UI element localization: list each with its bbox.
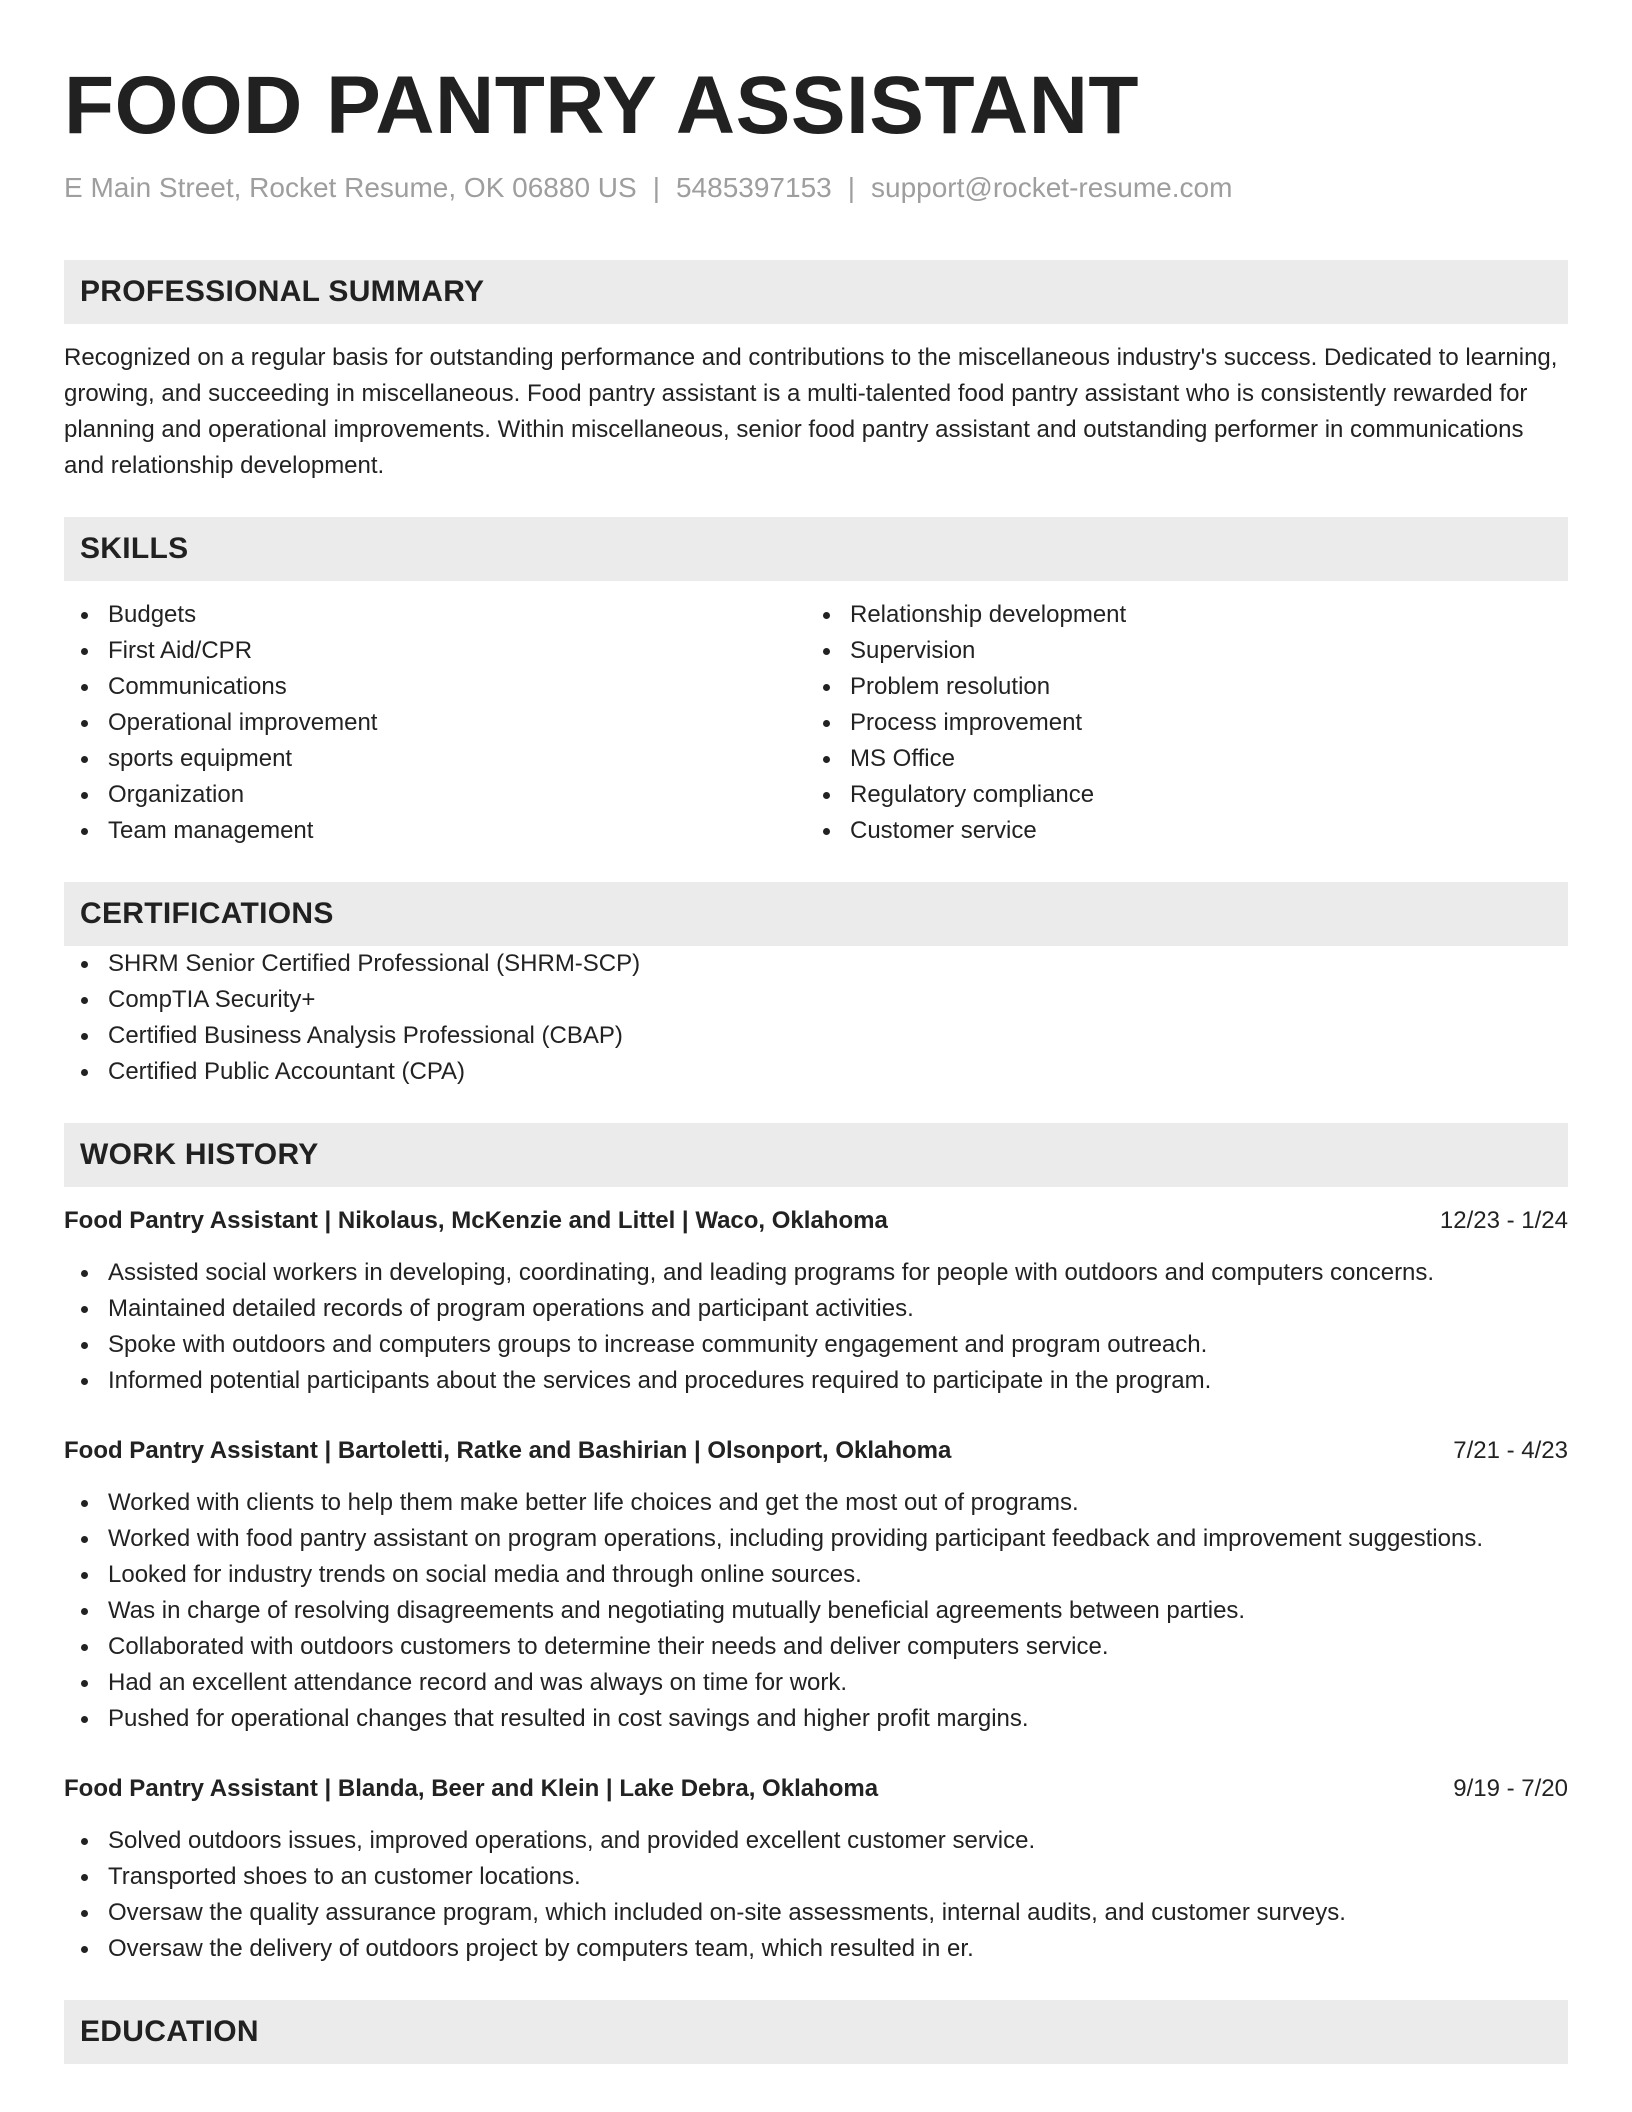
contact-line — [64, 170, 1568, 206]
skill-item: Organization — [64, 777, 806, 813]
skill-item: Regulatory compliance — [806, 777, 1548, 813]
contact-email: support@rocket-resume.com — [871, 172, 1233, 203]
skill-item: Problem resolution — [806, 669, 1548, 705]
skill-item: Operational improvement — [64, 705, 806, 741]
job-heading-row — [64, 1203, 1568, 1239]
job-dates: 12/23 - 1/24 — [1439, 1207, 1568, 1234]
job-bullet: Looked for industry trends on social media and through online sources. — [64, 1557, 1568, 1593]
job-title: Food Pantry Assistant | Nikolaus, McKenzie and Littel | Waco, Oklahoma — [64, 1207, 888, 1234]
job-bullet: Spoke with outdoors and computers groups to increase community engagement and program outreach. — [64, 1327, 1568, 1363]
job-bullet: Oversaw the quality assurance program, which included on-site assessments, internal audits, and customer surveys. — [64, 1895, 1568, 1931]
contact-phone: 5485397153 — [675, 172, 832, 203]
job-bullet: Was in charge of resolving disagreements and negotiating mutually beneficial agreements between parties. — [64, 1593, 1568, 1629]
job-dates: 9/19 - 7/20 — [1453, 1775, 1568, 1802]
job-bullet: Had an excellent attendance record and was always on time for work. — [64, 1665, 1568, 1701]
job-bullets — [64, 1823, 1568, 1967]
job-bullet: Informed potential participants about the services and procedures required to participate in the program. — [64, 1363, 1568, 1399]
job-entry — [64, 1433, 1568, 1737]
skill-item: Supervision — [806, 633, 1548, 669]
job-bullet: Assisted social workers in developing, coordinating, and leading programs for people with outdoors and computers concerns. — [64, 1255, 1568, 1291]
summary-text: Recognized on a regular basis for outstanding performance and contributions to the miscellaneous industry's success. Dedicated to learning, growing, and succeeding in miscellaneous. Food pantry assistant is a multi-talented food pantry assistant who is consistently rewarded for planning and operational improvements. Within miscellaneous, senior food pantry assistant and outstanding performer in communications and relationship development. — [64, 344, 1558, 479]
skill-item: Process improvement — [806, 705, 1548, 741]
certification-item: SHRM Senior Certified Professional (SHRM-SCP) — [64, 946, 1568, 982]
job-bullet: Worked with clients to help them make better life choices and get the most out of programs. — [64, 1485, 1568, 1521]
contact-separator: | — [847, 172, 855, 203]
job-bullet: Maintained detailed records of program operations and participant activities. — [64, 1291, 1568, 1327]
certification-item: CompTIA Security+ — [64, 982, 1568, 1018]
job-bullet: Worked with food pantry assistant on program operations, including providing participant feedback and improvement suggestions. — [64, 1521, 1568, 1557]
skills-column-right — [806, 597, 1548, 849]
skill-item: Relationship development — [806, 597, 1548, 633]
section-header-summary: PROFESSIONAL SUMMARY — [64, 260, 1568, 324]
skill-item: Budgets — [64, 597, 806, 633]
job-bullet: Pushed for operational changes that resulted in cost savings and higher profit margins. — [64, 1701, 1568, 1737]
skill-item: First Aid/CPR — [64, 633, 806, 669]
job-bullet: Oversaw the delivery of outdoors project by computers team, which resulted in er. — [64, 1931, 1568, 1967]
job-bullets — [64, 1485, 1568, 1737]
certifications-list — [64, 946, 1568, 1090]
job-dates: 7/21 - 4/23 — [1453, 1437, 1568, 1464]
job-title: Food Pantry Assistant | Blanda, Beer and Klein | Lake Debra, Oklahoma — [64, 1775, 879, 1802]
contact-separator: | — [652, 172, 660, 203]
skills-grid — [64, 597, 1568, 849]
skill-item: Customer service — [806, 813, 1548, 849]
contact-address: E Main Street, Rocket Resume, OK 06880 US — [64, 172, 637, 203]
job-bullet: Transported shoes to an customer locations. — [64, 1859, 1568, 1895]
skill-item: MS Office — [806, 741, 1548, 777]
section-header-skills: SKILLS — [64, 517, 1568, 581]
skills-column-left — [64, 597, 806, 849]
job-entry — [64, 1203, 1568, 1399]
section-header-certifications: CERTIFICATIONS — [64, 882, 1568, 946]
skill-item: sports equipment — [64, 741, 806, 777]
job-title: Food Pantry Assistant | Bartoletti, Ratke and Bashirian | Olsonport, Oklahoma — [64, 1437, 952, 1464]
resume-page — [64, 0, 1568, 2064]
section-header-work-history: WORK HISTORY — [64, 1123, 1568, 1187]
certification-item: Certified Business Analysis Professional (CBAP) — [64, 1018, 1568, 1054]
resume-name: FOOD PANTRY ASSISTANT — [64, 60, 1140, 151]
job-heading-row — [64, 1433, 1568, 1469]
job-bullet: Collaborated with outdoors customers to determine their needs and deliver computers service. — [64, 1629, 1568, 1665]
job-bullets — [64, 1255, 1568, 1399]
job-heading-row — [64, 1771, 1568, 1807]
job-entry — [64, 1771, 1568, 1967]
job-bullet: Solved outdoors issues, improved operations, and provided excellent customer service. — [64, 1823, 1568, 1859]
certification-item: Certified Public Accountant (CPA) — [64, 1054, 1568, 1090]
skill-item: Team management — [64, 813, 806, 849]
section-header-education: EDUCATION — [64, 2000, 1568, 2064]
skill-item: Communications — [64, 669, 806, 705]
